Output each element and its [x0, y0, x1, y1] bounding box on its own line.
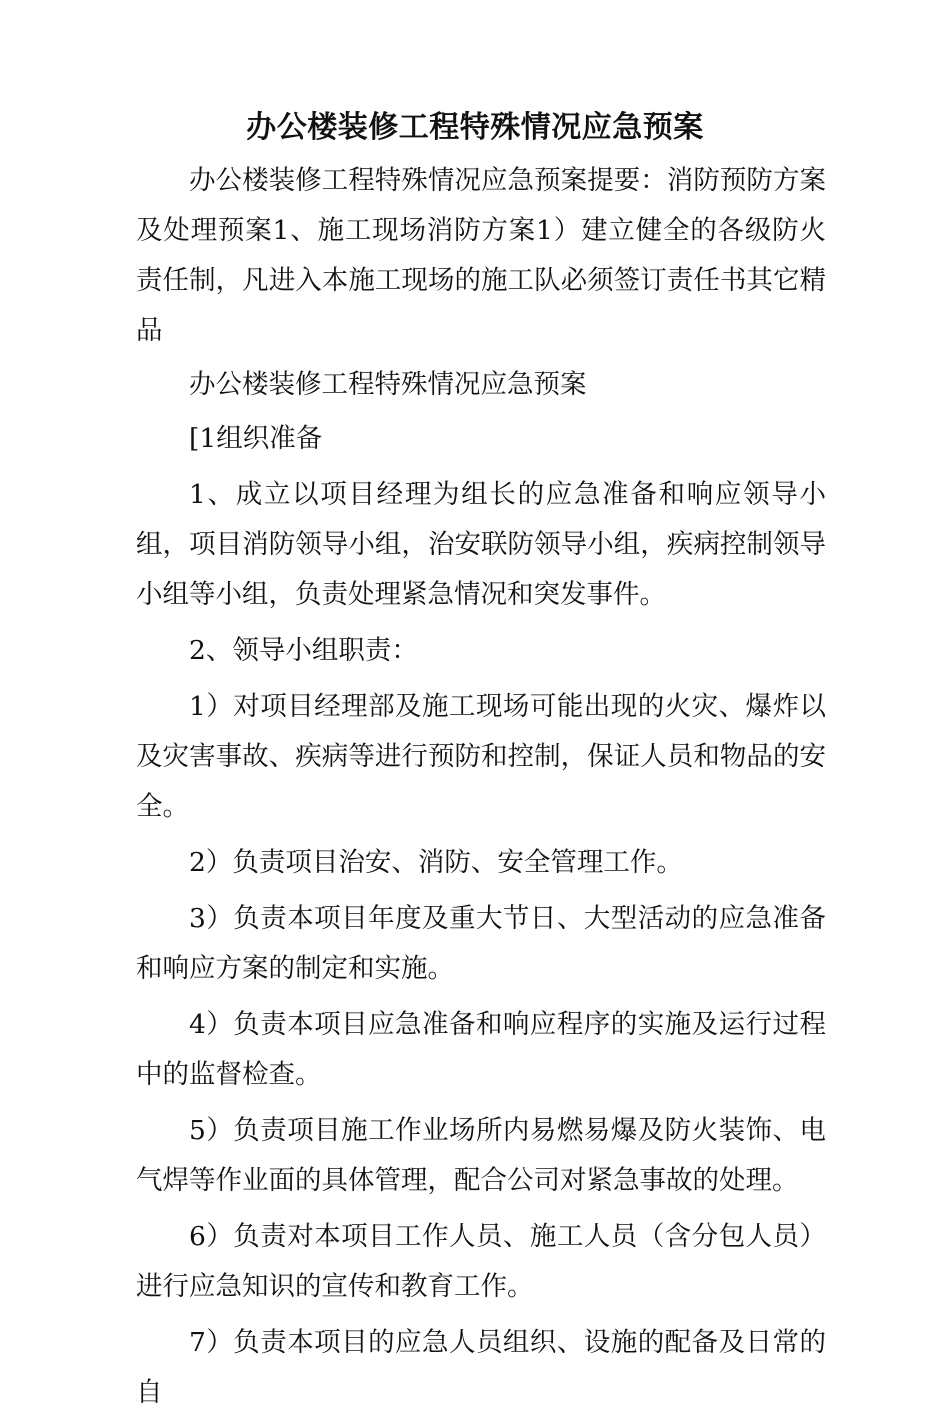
- paragraph-duty-4: 4）负责本项目应急准备和响应程序的实施及运行过程中的监督检查。: [136, 1009, 826, 1090]
- paragraph-item-2: 2、领导小组职责：: [189, 635, 418, 666]
- paragraph-duty-3: 3）负责本项目年度及重大节日、大型活动的应急准备和响应方案的制定和实施。: [136, 903, 826, 984]
- paragraph-subtitle: 办公楼装修工程特殊情况应急预案: [189, 369, 587, 400]
- paragraph-duty-5: 5）负责项目施工作业场所内易燃易爆及防火装饰、电气焊等作业面的具体管理，配合公司对紧急事故的处理。: [136, 1115, 826, 1196]
- document-body: [136, 156, 826, 1418]
- paragraph-duty-6: 6）负责对本项目工作人员、施工人员（含分包人员）进行应急知识的宣传和教育工作。: [136, 1221, 826, 1302]
- paragraph-summary: 办公楼装修工程特殊情况应急预案提要：消防预防方案及处理预案1、施工现场消防方案1）建立健全的各级防火责任制，凡进入本施工现场的施工队必须签订责任书其它精品: [136, 165, 826, 346]
- paragraph-duty-7: 7）负责本项目的应急人员组织、设施的配备及日常的自: [136, 1327, 826, 1408]
- paragraph-section-heading: [1组织准备: [189, 423, 323, 454]
- paragraph-duty-1: 1）对项目经理部及施工现场可能出现的火灾、爆炸以及灾害事故、疾病等进行预防和控制，保证人员和物品的安全。: [136, 691, 826, 822]
- document-title: 办公楼装修工程特殊情况应急预案: [246, 110, 704, 145]
- paragraph-item-1: 1、成立以项目经理为组长的应急准备和响应领导小组，项目消防领导小组，治安联防领导小组，疾病控制领导小组等小组，负责处理紧急情况和突发事件。: [136, 479, 826, 610]
- paragraph-duty-2: 2）负责项目治安、消防、安全管理工作。: [189, 847, 683, 878]
